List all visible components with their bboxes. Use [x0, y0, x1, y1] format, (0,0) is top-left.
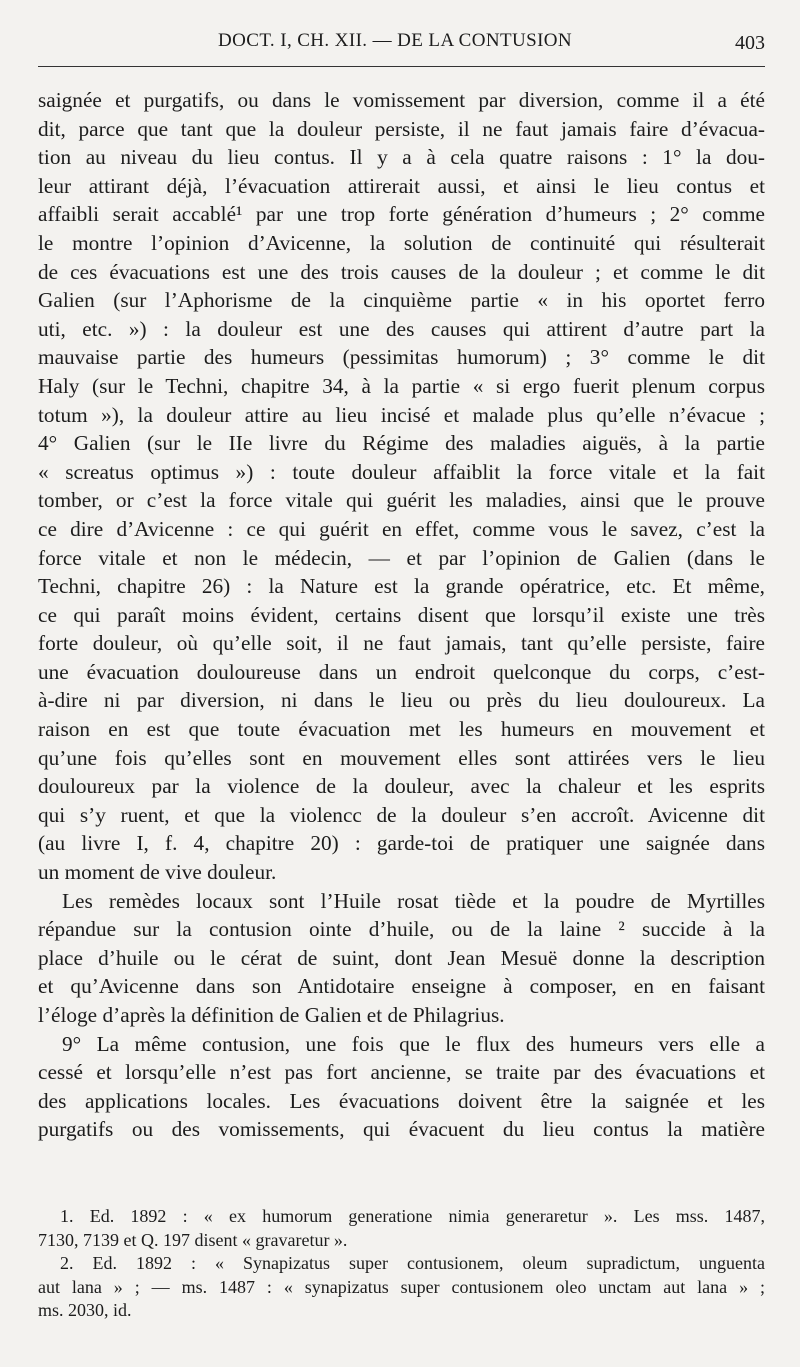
footnote-line: 2. Ed. 1892 : « Synapizatus super contusionem, oleum supradictum, unguenta	[60, 1253, 765, 1273]
text-line: Galien (sur l’Aphorisme de la cinquième partie « in his oportet ferro	[38, 288, 765, 313]
text-line: qu’une fois qu’elles sont en mouvement elles sont attirées vers le lieu	[38, 745, 765, 770]
text-line: totum »), la douleur attire au lieu incisé et malade plus qu’elle n’évacue ;	[38, 402, 765, 427]
footnotes	[38, 1205, 765, 1323]
running-title: DOCT. I, CH. XII. — DE LA CONTUSION	[218, 30, 573, 51]
text-line: douloureux par la violence de la douleur, avec la chaleur et les esprits	[38, 774, 765, 799]
text-line: l’éloge d’après la définition de Galien et de Philagrius.	[38, 1003, 505, 1027]
text-line: 4° Galien (sur le IIe livre du Régime des maladies aiguës, à la partie	[38, 431, 765, 456]
text-line: le montre l’opinion d’Avicenne, la solution de continuité qui résulterait	[38, 230, 765, 255]
text-line: répandue sur la contusion ointe d’huile, ou de la laine ² succide à la	[38, 917, 765, 942]
text-line: purgatifs ou des vomissements, qui évacuent du lieu contus la matière	[38, 1117, 765, 1142]
text-line: cessé et lorsqu’elle n’est pas fort ancienne, se traite par des évacuations et	[38, 1060, 765, 1085]
text-line: qui s’y ruent, et que la violencc de la douleur s’en accroît. Avicenne dit	[38, 802, 765, 827]
text-line: des applications locales. Les évacuations doivent être la saignée et les	[38, 1088, 765, 1113]
text-line: « screatus optimus ») : toute douleur affaiblit la force vitale et la fait	[38, 459, 765, 484]
text-line: mauvaise partie des humeurs (pessimitas humorum) ; 3° comme le dit	[38, 345, 765, 370]
text-line: force vitale et non le médecin, — et par l’opinion de Galien (dans le	[38, 545, 765, 570]
text-line: place d’huile ou le cérat de suint, dont Jean Mesuë donne la description	[38, 945, 765, 970]
text-line: tomber, or c’est la force vitale qui guérit les maladies, ainsi que le prouve	[38, 488, 765, 513]
text-line: ce dire d’Avicenne : ce qui guérit en effet, comme vous le savez, c’est la	[38, 516, 765, 541]
footnote-line: aut lana » ; — ms. 1487 : « synapizatus super contusionem oleo unctam aut lana » ;	[38, 1276, 765, 1297]
text-line: une évacuation douloureuse dans un endroit quelconque du corps, c’est-	[38, 659, 765, 684]
text-line: affaibli serait accablé¹ par une trop forte génération d’humeurs ; 2° comme	[38, 202, 765, 227]
text-line: uti, etc. ») : la douleur est une des causes qui attirent d’autre part la	[38, 316, 765, 341]
text-line: de ces évacuations est une des trois causes de la douleur ; et comme le dit	[38, 259, 765, 284]
header-rule	[38, 66, 765, 67]
text-line: ce qui paraît moins évident, certains disent que lorsqu’il existe une très	[38, 602, 765, 627]
text-line: saignée et purgatifs, ou dans le vomissement par diversion, comme il a été	[38, 88, 765, 112]
text-line: Techni, chapitre 26) : la Nature est la grande opératrice, etc. Et même,	[38, 574, 765, 599]
text-line: leur attirant déjà, l’évacuation attirerait aussi, et ainsi le lieu contus et	[38, 173, 765, 198]
text-line: Haly (sur le Techni, chapitre 34, à la partie « si ergo fuerit plenum corpus	[38, 373, 765, 398]
text-line: un moment de vive douleur.	[38, 860, 277, 885]
text-line: dit, parce que tant que la douleur persiste, il ne faut jamais faire d’évacua-	[38, 116, 765, 141]
text-line: et qu’Avicenne dans son Antidotaire enseigne à composer, en en faisant	[38, 974, 765, 999]
text-line: tion au niveau du lieu contus. Il y a à cela quatre raisons : 1° la dou-	[38, 145, 765, 170]
footnote-line: ms. 2030, id.	[38, 1300, 132, 1320]
text-line: (au livre I, f. 4, chapitre 20) : garde-toi de pratiquer une saignée dans	[38, 831, 765, 856]
text-line: forte douleur, où qu’elle soit, il ne faut jamais, tant qu’elle persiste, faire	[38, 631, 765, 656]
paragraph-first-line: 9° La même contusion, une fois que le flux des humeurs vers elle a	[62, 1031, 765, 1056]
body-text	[38, 86, 765, 1144]
paragraph-first-line: Les remèdes locaux sont l’Huile rosat tiède et la poudre de Myrtilles	[62, 888, 765, 913]
text-line: raison en est que toute évacuation met les humeurs en mouvement et	[38, 717, 765, 742]
footnote-line: 7130, 7139 et Q. 197 disent « gravaretur ».	[38, 1229, 348, 1250]
page-number: 403	[735, 32, 765, 54]
page-header	[38, 28, 765, 60]
footnote-line: 1. Ed. 1892 : « ex humorum generatione nimia generaretur ». Les mss. 1487,	[60, 1206, 765, 1226]
text-line: à-dire ni par diversion, ni dans le lieu ou près du lieu douloureux. La	[38, 688, 765, 713]
